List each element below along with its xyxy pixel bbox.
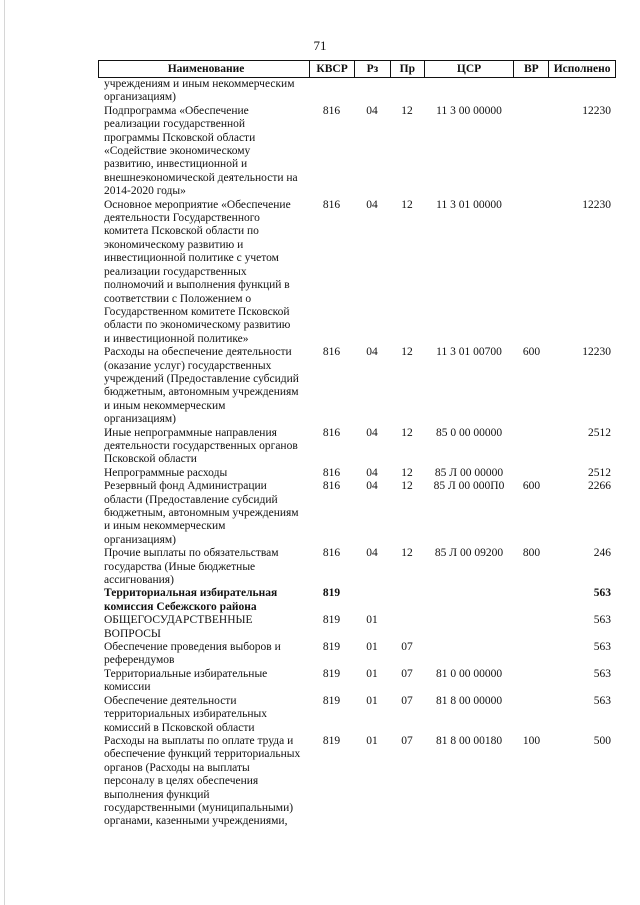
row-isp: 563 [593,694,611,707]
row-name-line: Подпрограмма «Обеспечение [104,104,249,117]
row-name-line: государственными (муниципальными) [104,801,294,814]
row-rz: 01 [366,641,378,654]
row-pr [390,587,424,614]
row-name-line: выполнения функций [104,788,210,801]
row-csr: 11 3 01 00700 [436,346,502,359]
row-isp: 12230 [582,198,611,211]
row-kvsr: 816 [322,426,341,439]
row-rz: 01 [366,614,378,627]
row-csr: 11 3 00 00000 [436,104,502,117]
row-kvsr: 816 [322,104,341,117]
row-rz: 04 [366,480,378,493]
row-kvsr: 819 [322,694,341,707]
row-name-line: Территориальные избирательные [104,667,268,680]
header-rz: Рз [354,61,390,77]
row-vr [514,105,549,199]
row-name-line: территориальных избирательных [104,708,268,721]
row-name-line: органами, казенными учреждениями, [104,815,288,828]
row-isp: 246 [593,547,611,560]
row-name-line: деятельности государственных органов [104,439,298,452]
row-name-line: бюджетным, автономным учреждениям [104,507,299,519]
row-isp: 12230 [582,104,611,117]
row-pr: 12 [401,547,413,560]
table-row [98,199,616,346]
row-name-line: комиссия Себежского района [104,600,257,613]
table-row [98,735,616,829]
row-pr: 12 [401,346,413,359]
table-row [98,695,616,735]
row-rz: 01 [366,694,378,707]
row-isp [549,78,616,105]
row-name-line: ОБЩЕГОСУДАРСТВЕННЫЕ [104,614,253,627]
row-kvsr: 819 [322,587,341,600]
row-name-line: ВОПРОСЫ [104,627,161,640]
row-vr [514,199,549,346]
row-csr: 81 8 00 00000 [435,694,503,707]
table-row [98,641,616,668]
row-kvsr: 819 [322,667,341,680]
row-isp: 2512 [588,426,611,439]
header-vr: ВР [513,61,548,77]
row-name-line: Резервный фонд Администрации [104,480,267,493]
row-name-line: Расходы на выплаты по оплате труда и [104,734,294,747]
row-name-line: Обеспечение деятельности [104,694,237,707]
row-csr [424,587,514,614]
row-vr: 100 [522,734,541,747]
row-name-line: референдумов [104,654,175,667]
row-name [98,641,309,668]
row-kvsr: 816 [322,198,341,211]
header-name: Наименование [167,63,245,75]
budget-table [98,60,616,829]
row-vr [514,467,549,480]
row-name [98,547,309,587]
row-pr: 12 [401,466,413,479]
row-pr: 12 [401,198,413,211]
row-rz [354,587,390,614]
row-name-line: учреждений (Предоставление субсидий [104,372,299,385]
row-vr [514,427,549,467]
row-name [98,735,309,829]
row-isp: 2266 [588,480,611,493]
table-row [98,105,616,199]
row-name-line: Непрограммные расходы [104,466,228,479]
row-csr: 85 0 00 00000 [435,426,503,439]
row-csr: 85 Л 00 000П0 [433,480,505,493]
row-name-line: комиссии [104,681,151,694]
row-pr: 07 [401,694,413,707]
row-name-line: программы Псковской области [104,131,256,144]
header-pr: Пр [390,61,424,77]
row-name [98,346,309,426]
row-name-line: персоналу в целях обеспечения [104,775,259,788]
row-kvsr: 816 [322,547,341,560]
table-row [98,547,616,587]
row-name-line: ассигнования) [104,574,174,587]
row-name [98,427,309,467]
table-row [98,78,616,105]
table-row [98,587,616,614]
table-row [98,346,616,426]
row-name-line: инвестиционной политике с учетом [104,252,279,265]
row-csr [424,614,514,641]
row-isp: 563 [593,641,611,654]
row-kvsr: 819 [322,734,341,747]
row-name-line: органов (Расходы на выплаты [104,761,250,774]
row-name [98,587,309,614]
row-pr [390,78,424,105]
row-name [98,467,309,480]
row-name-line: полномочий и выполнения функций в [104,279,290,292]
row-vr [514,641,549,668]
row-name-line: развитию, инвестиционной и [104,158,248,171]
row-name [98,105,309,199]
row-rz: 04 [366,547,378,560]
row-kvsr: 816 [322,480,341,493]
row-kvsr: 819 [322,614,341,627]
row-vr: 600 [522,480,541,493]
row-pr: 12 [401,426,413,439]
row-name [98,614,309,641]
table-row [98,467,616,480]
row-name-line: Обеспечение проведения выборов и [104,641,281,654]
row-name-line: учреждениям и иным некоммерческим [104,78,295,90]
row-name-line: государства (Иные бюджетные [104,560,256,573]
row-rz: 04 [366,346,378,359]
row-name [98,199,309,346]
table-row [98,614,616,641]
table-row [98,480,616,547]
row-name-line: и инвестиционной политике» [104,332,249,345]
row-name-line: комиссий в Псковской области [104,721,255,734]
row-vr [514,614,549,641]
row-csr: 81 8 00 00180 [435,734,503,747]
row-name-line: комитета Псковской области по [104,225,259,238]
row-rz [354,78,390,105]
row-name-line: обеспечение функций территориальных [104,748,301,761]
row-name-line: организациям) [104,533,176,546]
row-name-line: «Содействие экономическому [104,145,251,158]
row-pr [390,614,424,641]
row-kvsr: 816 [322,346,341,359]
row-kvsr: 819 [322,641,341,654]
row-isp: 500 [593,734,611,747]
row-name [98,78,309,105]
header-csr: ЦСР [424,61,514,77]
row-vr: 600 [522,346,541,359]
row-name-line: области (Предоставление субсидий [104,493,278,506]
row-name-line: Псковской области [104,453,197,466]
row-name-line: бюджетным, автономным учреждениям [104,386,299,399]
row-name-line: и иным некоммерческим [104,520,226,533]
row-name-line: Основное мероприятие «Обеспечение [104,198,291,211]
row-vr [514,668,549,695]
scan-edge [4,0,5,905]
row-name-line: Расходы на обеспечение деятельности [104,346,292,359]
row-isp: 12230 [582,346,611,359]
row-vr: 800 [522,547,541,560]
row-isp: 563 [593,614,611,627]
row-name-line: Иные непрограммные направления [104,426,277,439]
row-name-line: Территориальная избирательная [104,587,278,600]
table-header [98,60,616,78]
row-name [98,668,309,695]
row-isp: 563 [593,587,611,600]
row-rz: 04 [366,466,378,479]
row-name-line: экономическому развитию и [104,238,244,251]
row-kvsr [309,78,354,105]
row-name-line: деятельности Государственного [104,212,260,225]
row-name-line: Государственном комитете Псковской [104,305,290,318]
row-name-line: и иным некоммерческим [104,399,226,412]
row-vr [514,587,549,614]
row-name-line: организациям) [104,91,176,104]
row-name [98,695,309,735]
row-pr: 07 [401,667,413,680]
row-rz: 04 [366,104,378,117]
row-name-line: внешнеэкономической деятельности на [104,171,298,184]
row-vr [514,78,549,105]
row-name-line: Прочие выплаты по обязательствам [104,547,279,560]
row-vr [514,695,549,735]
table-body [98,78,616,829]
row-csr: 85 Л 00 09200 [434,547,504,560]
row-rz: 04 [366,198,378,211]
table-row [98,668,616,695]
row-isp: 2512 [588,466,611,479]
row-csr [424,78,514,105]
row-csr [424,641,514,668]
row-name-line: 2014-2020 годы» [104,185,186,198]
row-pr: 07 [401,641,413,654]
header-isp: Исполнено [548,61,615,77]
row-isp: 563 [593,667,611,680]
row-pr: 12 [401,480,413,493]
row-csr: 85 Л 00 00000 [434,466,504,479]
row-name-line: реализации государственных [104,265,247,278]
row-name-line: организациям) [104,413,176,426]
row-rz: 01 [366,667,378,680]
row-pr: 07 [401,734,413,747]
row-name-line: соответствии с Положением о [104,292,252,305]
row-name [98,480,309,547]
row-csr: 81 0 00 00000 [435,667,503,680]
row-name-line: области по экономическому развитию [104,319,291,332]
row-rz: 04 [366,426,378,439]
page-number: 71 [313,38,327,53]
table-row [98,427,616,467]
row-name-line: (оказание услуг) государственных [104,359,272,372]
row-rz: 01 [366,734,378,747]
row-csr: 11 3 01 00000 [436,198,502,211]
row-name-line: реализации государственной [104,118,246,131]
row-kvsr: 816 [322,466,341,479]
row-pr: 12 [401,104,413,117]
header-kvsr: КВСР [309,61,354,77]
